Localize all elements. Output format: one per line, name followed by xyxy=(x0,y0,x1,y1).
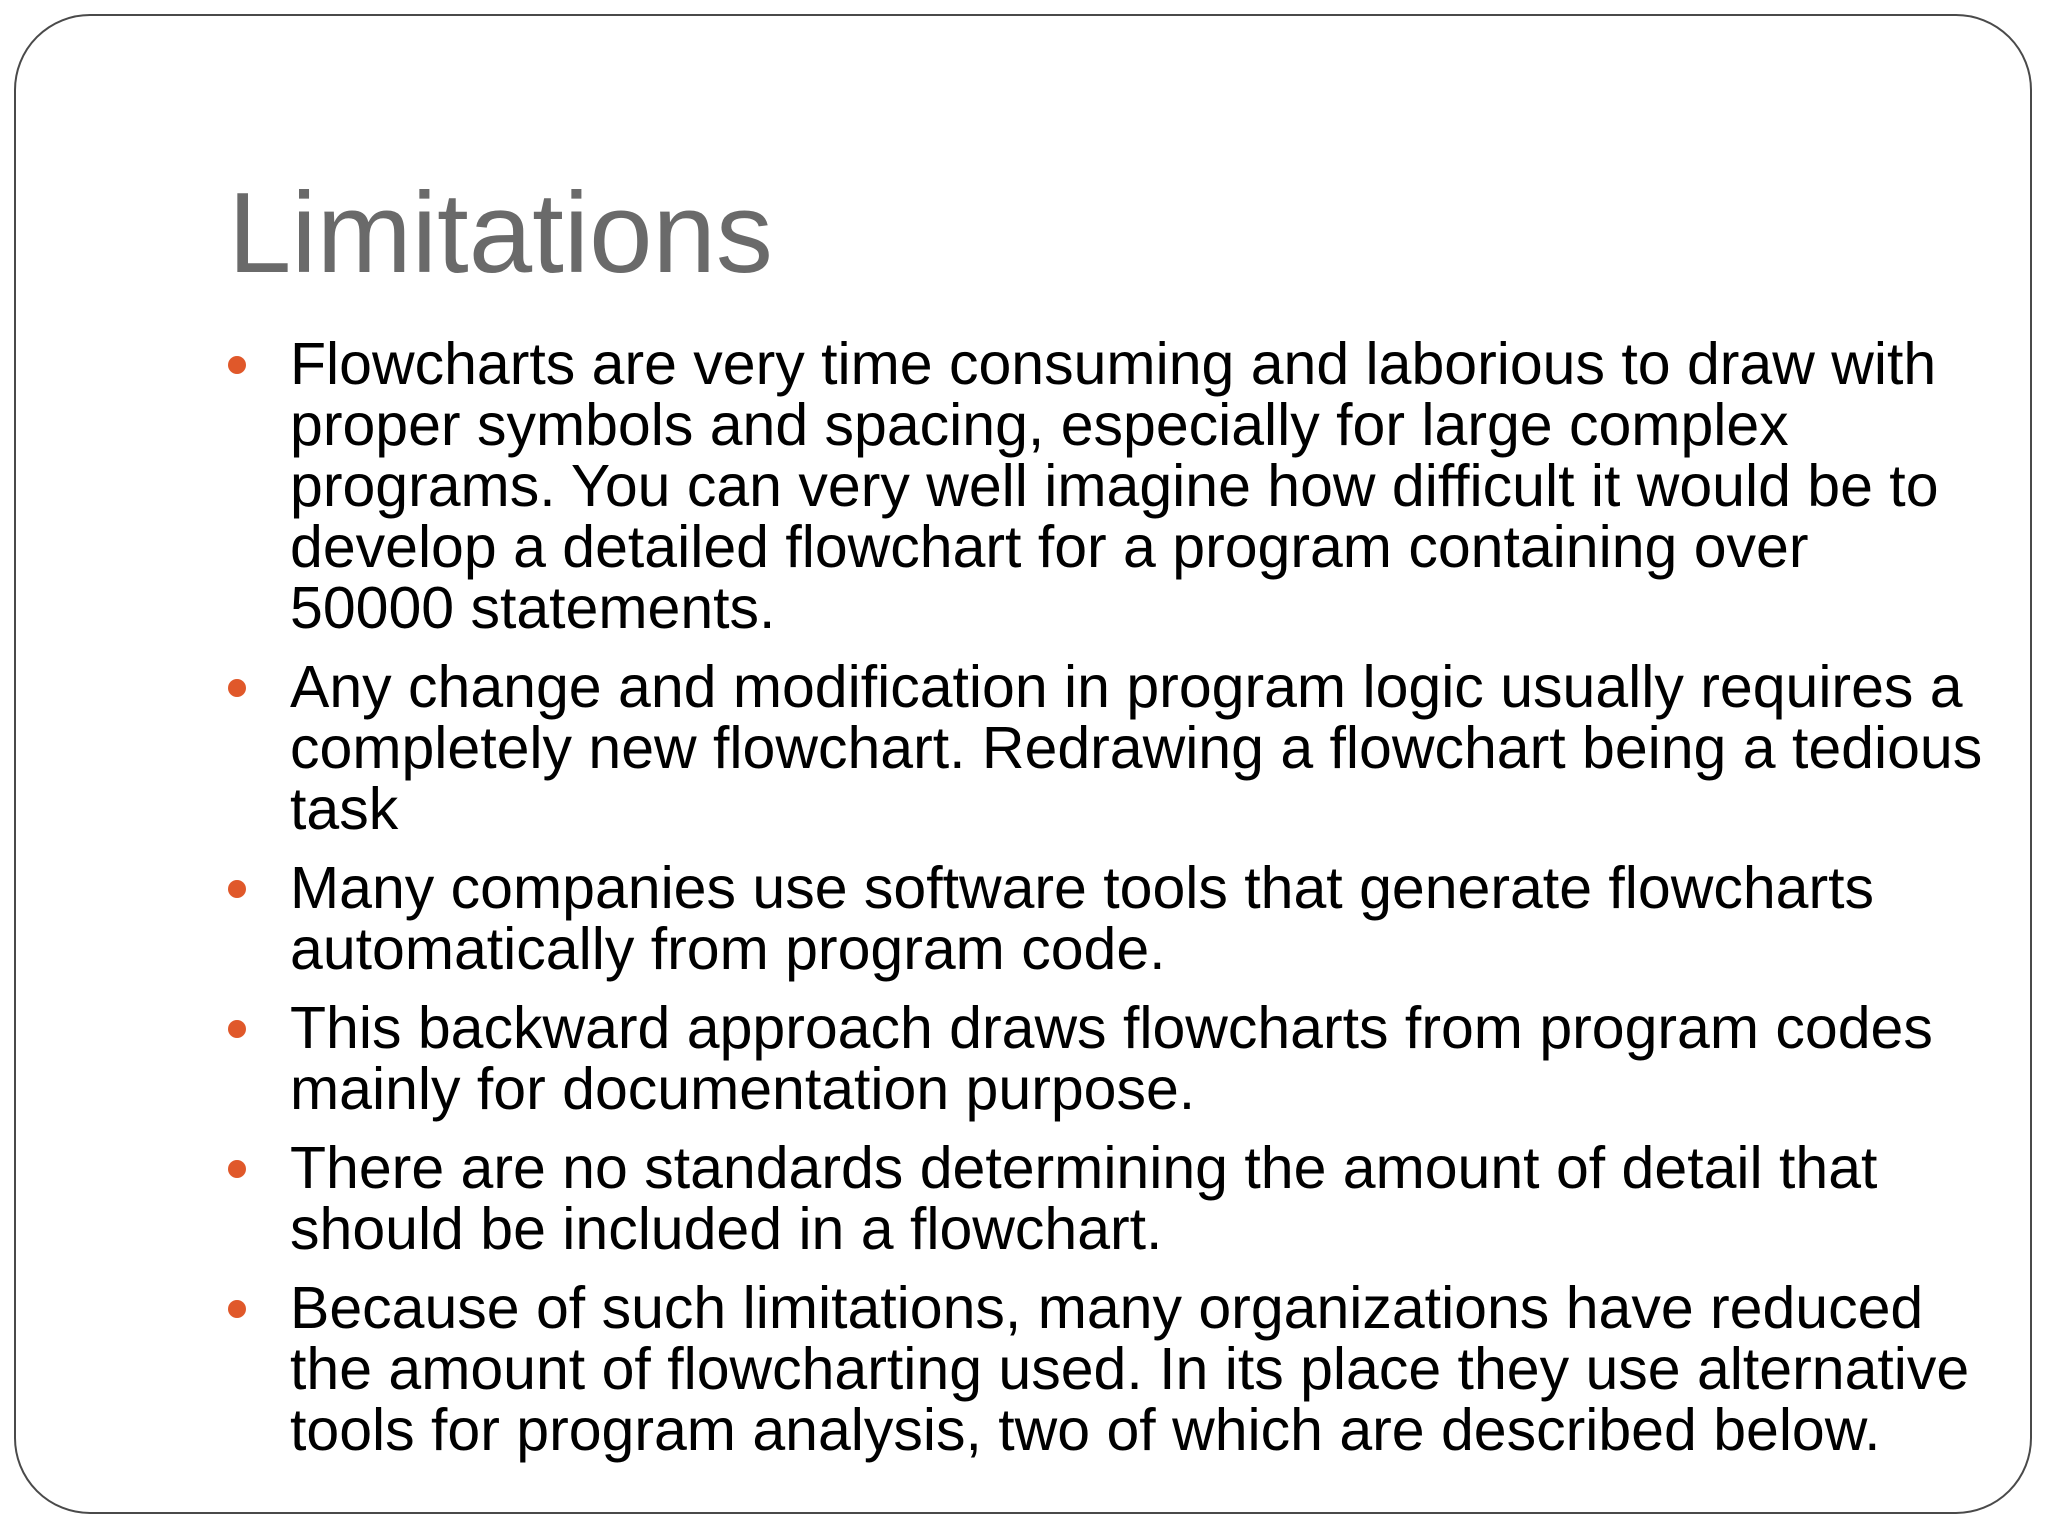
list-item xyxy=(228,995,1988,1122)
list-item xyxy=(228,1135,1988,1262)
slide xyxy=(14,14,2032,1514)
list-item xyxy=(228,331,1988,641)
bullet-dot-icon xyxy=(228,1160,246,1178)
bullet-text: There are no standards determining the amount of detail that should be included in a flowchart. xyxy=(290,1135,1878,1262)
bullet-text: Many companies use software tools that generate flowcharts automatically from program code. xyxy=(290,855,1874,982)
bullet-dot-icon xyxy=(228,880,246,898)
bullet-text: Any change and modification in program logic usually requires a completely new flowchart. Redrawing a flowchart being a tedious task xyxy=(290,654,1983,842)
bullet-text: This backward approach draws flowcharts from program codes mainly for documentation purpose. xyxy=(290,995,1933,1122)
list-item xyxy=(228,1275,1988,1463)
bullet-dot-icon xyxy=(228,1020,246,1038)
bullet-dot-icon xyxy=(228,679,246,697)
bullet-text: Flowcharts are very time consuming and laborious to draw with proper symbols and spacing, especially for large complex programs. You can very well imagine how difficult it would be to develop a detailed flowchart for a program containing over 50000 statements. xyxy=(290,331,1939,641)
bullet-text: Because of such limitations, many organizations have reduced the amount of flowcharting used. In its place they use alternative tools for program analysis, two of which are described below. xyxy=(290,1275,1970,1463)
slide-title: Limitations xyxy=(228,170,773,297)
bullet-list xyxy=(228,331,1988,1479)
bullet-dot-icon xyxy=(228,1300,246,1318)
list-item xyxy=(228,855,1988,982)
bullet-dot-icon xyxy=(228,356,246,374)
list-item xyxy=(228,654,1988,842)
